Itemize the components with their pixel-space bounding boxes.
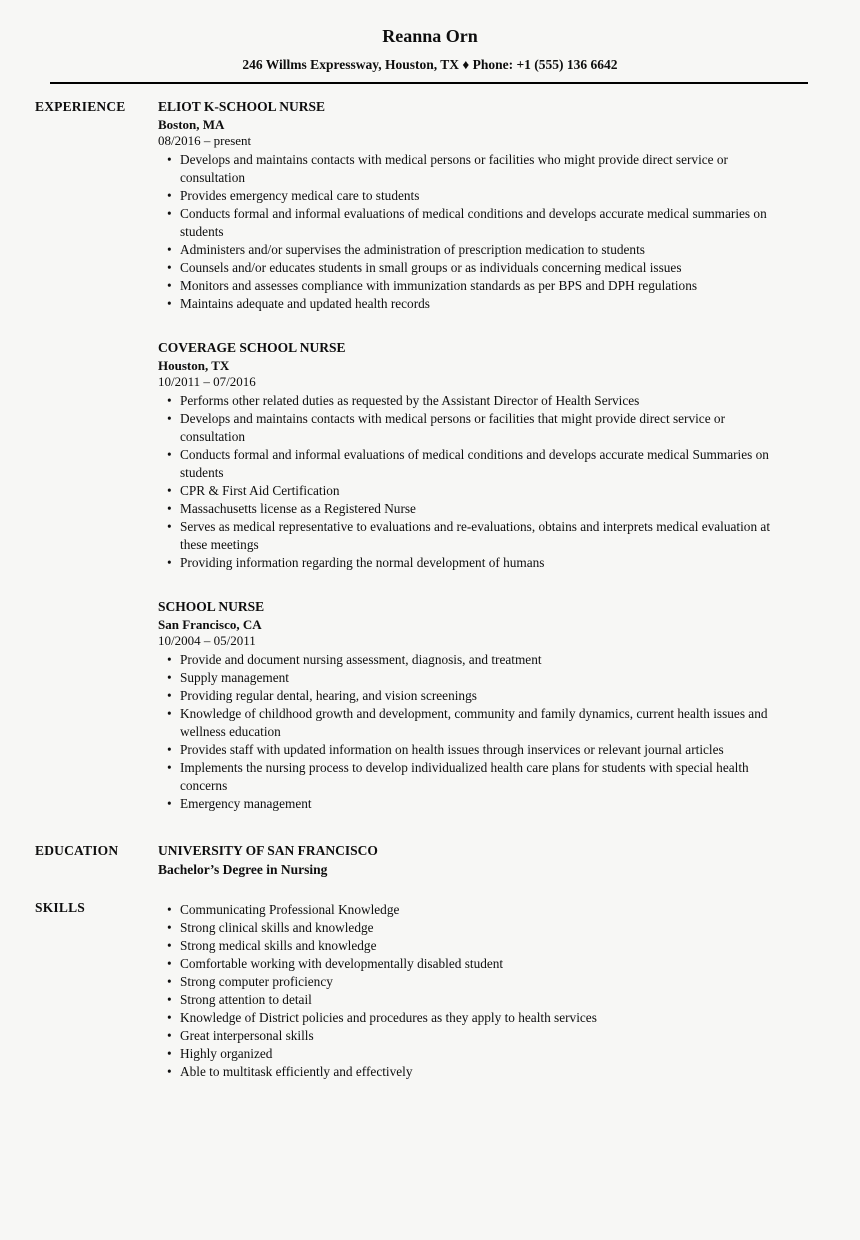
- job-bullet: • Performs other related duties as requested by the Assistant Director of Health Services: [158, 392, 786, 410]
- job-bullet: • Massachusetts license as a Registered Nurse: [158, 500, 786, 518]
- job-entry: [158, 97, 830, 313]
- skill-item: • Strong computer proficiency: [158, 973, 786, 991]
- job-bullet: • Provides staff with updated information on health issues through inservices or relevant journal articles: [158, 741, 786, 759]
- job-entry: [158, 597, 830, 813]
- job-title: SCHOOL NURSE: [158, 599, 265, 614]
- job-location: Boston, MA: [158, 117, 225, 132]
- job-bullet: • Develops and maintains contacts with medical persons or facilities who might provide direct service or consultation: [158, 151, 786, 187]
- job-bullet: • Provide and document nursing assessment, diagnosis, and treatment: [158, 651, 786, 669]
- job-bullet: • Providing regular dental, hearing, and vision screenings: [158, 687, 786, 705]
- job-entry: [158, 338, 830, 572]
- skill-item: • Able to multitask efficiently and effectively: [158, 1063, 786, 1081]
- experience-section-label: EXPERIENCE: [35, 99, 126, 114]
- skills-section-label: SKILLS: [35, 900, 85, 915]
- skills-list: [158, 901, 830, 1081]
- resume-body: [0, 84, 860, 1081]
- job-bullet: • Develops and maintains contacts with medical persons or facilities that might provide direct service or consultation: [158, 410, 786, 446]
- education-school: UNIVERSITY OF SAN FRANCISCO: [158, 843, 378, 858]
- skill-item: • Strong attention to detail: [158, 991, 786, 1009]
- job-bullet: • Emergency management: [158, 795, 786, 813]
- job-bullet: • Conducts formal and informal evaluations of medical conditions and develops accurate medical Summaries on students: [158, 446, 786, 482]
- job-location: Houston, TX: [158, 358, 230, 373]
- contact-line: 246 Willms Expressway, Houston, TX ♦ Phone: +1 (555) 136 6642: [242, 57, 618, 72]
- job-bullet: • Serves as medical representative to evaluations and re-evaluations, obtains and interprets medical evaluation at these meetings: [158, 518, 786, 554]
- job-bullet-list: [158, 151, 830, 313]
- job-title: ELIOT K-SCHOOL NURSE: [158, 99, 326, 114]
- job-bullet: • Provides emergency medical care to students: [158, 187, 786, 205]
- job-bullet: • Conducts formal and informal evaluations of medical conditions and develops accurate medical summaries on students: [158, 205, 786, 241]
- job-bullet: • Maintains adequate and updated health records: [158, 295, 786, 313]
- skill-item: • Great interpersonal skills: [158, 1027, 786, 1045]
- experience-entries: [158, 97, 830, 813]
- job-dates: 10/2011 – 07/2016: [158, 374, 256, 389]
- job-bullet: • CPR & First Aid Certification: [158, 482, 786, 500]
- education-degree: Bachelor’s Degree in Nursing: [158, 862, 328, 877]
- job-dates: 08/2016 – present: [158, 133, 252, 148]
- job-bullet: • Providing information regarding the normal development of humans: [158, 554, 786, 572]
- skill-item: • Knowledge of District policies and procedures as they apply to health services: [158, 1009, 786, 1027]
- skills-content: [158, 898, 830, 1081]
- skill-item: • Strong medical skills and knowledge: [158, 937, 786, 955]
- skills-section: [35, 898, 830, 1081]
- experience-section: [35, 97, 830, 813]
- job-bullet: • Supply management: [158, 669, 786, 687]
- job-dates: 10/2004 – 05/2011: [158, 633, 256, 648]
- job-bullet-list: [158, 651, 830, 813]
- person-name: Reanna Orn: [382, 26, 478, 46]
- skill-item: • Highly organized: [158, 1045, 786, 1063]
- job-bullet: • Counsels and/or educates students in small groups or as individuals concerning medical issues: [158, 259, 786, 277]
- skill-item: • Strong clinical skills and knowledge: [158, 919, 786, 937]
- job-bullet-list: [158, 392, 830, 572]
- job-bullet: • Administers and/or supervises the administration of prescription medication to students: [158, 241, 786, 259]
- job-title: COVERAGE SCHOOL NURSE: [158, 340, 346, 355]
- job-location: San Francisco, CA: [158, 617, 262, 632]
- education-entry: [158, 841, 830, 877]
- resume-header: [0, 0, 860, 73]
- job-bullet: • Monitors and assesses compliance with immunization standards as per BPS and DPH regulations: [158, 277, 786, 295]
- job-bullet: • Implements the nursing process to develop individualized health care plans for students with special health concerns: [158, 759, 786, 795]
- job-bullet: • Knowledge of childhood growth and development, community and family dynamics, current health issues and wellness education: [158, 705, 786, 741]
- skill-item: • Comfortable working with developmentally disabled student: [158, 955, 786, 973]
- education-section-label: EDUCATION: [35, 843, 119, 858]
- education-section: [35, 841, 830, 877]
- skill-item: • Communicating Professional Knowledge: [158, 901, 786, 919]
